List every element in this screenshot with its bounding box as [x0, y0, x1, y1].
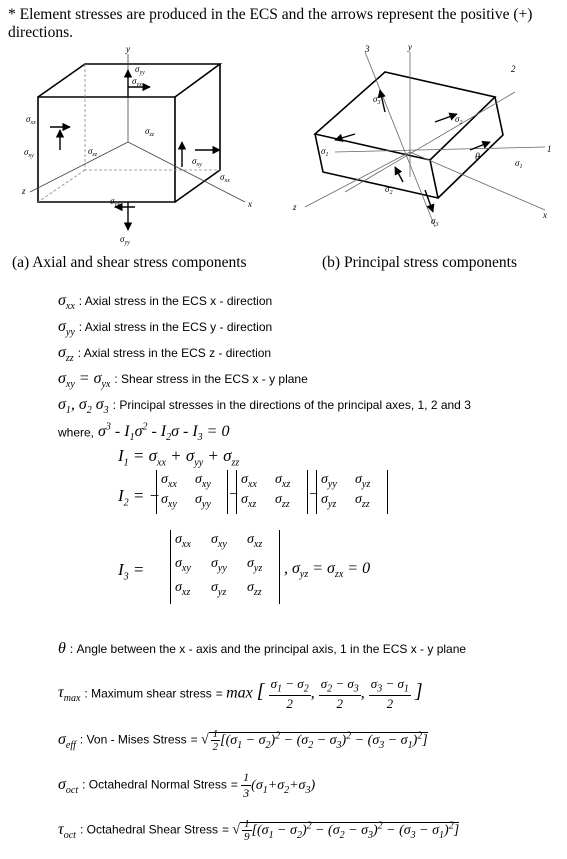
def-oct-shear-row: $\tau_{oct}$ : Octahedral Shear Stress = √ $\frac{1}{9}$ $[(\sigma_1 - \sigma_2)^2 - (\sigma_2 - \sigma_3)^2 - (\sigma_3 - \sigma_1)^2]$: [58, 818, 460, 843]
axis-2-label: 2: [511, 64, 516, 74]
axis-x-label-b: x: [543, 210, 547, 220]
svg-text:σ1: $\sigma_1$: [515, 158, 523, 170]
svg-text:σ3: $\sigma_3$: [373, 94, 381, 106]
svg-text:σzz: $\sigma_{zz}$: [145, 126, 155, 138]
def-tmax-row: $\tau_{max}$ : Maximum shear stress = max [ $\frac{\sigma_1 - \sigma_2}{2}$ , $\frac{\sigma_2 - \sigma_3}{2}$ , $\frac{\sigma_3 - \sigma_1}{2}$ ]: [58, 676, 423, 711]
def-sxy-row: $\sigma_{xy} = \sigma_{yx}$ : Shear stress in the ECS x - y plane: [58, 370, 308, 391]
I2-matrix-2: $\sigma_{xx}$ $\sigma_{xz}$ $\sigma_{xz}$ $\sigma_{zz}$: [236, 470, 308, 514]
def-syy: Axial stress in the ECS y - direction: [84, 320, 273, 334]
axis-z-label: z: [22, 186, 26, 196]
I3-label: $I_3$ =: [118, 560, 145, 583]
svg-text:σzz: $\sigma_{zz}$: [88, 146, 98, 158]
where-row: where, $\sigma^3 - I_1\sigma^2 - I_2\sigma - I_3 = 0$: [58, 422, 230, 444]
axis-z-label-b: z: [293, 202, 297, 212]
svg-text:σ2: $\sigma_2$: [455, 114, 463, 126]
where-label: where,: [58, 425, 95, 440]
def-oct-normal-row: $\sigma_{oct}$ : Octahedral Normal Stress = $\frac{1}{3}$ $(\sigma_1+\sigma_2+\sigma_3)$: [58, 770, 316, 800]
def-sxy: Shear stress in the ECS x - y plane: [121, 372, 308, 386]
svg-text:σ3: $\sigma_3$: [431, 216, 439, 228]
I2-label: $I_2$ = −: [118, 486, 161, 509]
def-theta: Angle between the x - axis and the principal axis, 1 in the ECS x - y plane: [76, 642, 467, 656]
svg-text:σxx: $\sigma_{xx}$: [220, 172, 230, 184]
theta-label: θ: [475, 152, 480, 163]
svg-text:σyy: $\sigma_{yy}$: [120, 234, 130, 246]
axis-y-label: y: [126, 44, 130, 54]
def-veff-row: $\sigma_{eff}$ : Von - Mises Stress = √ $\frac{1}{2}$ $[(\sigma_1 - \sigma_2)^2 - (\sigma_2 - \sigma_3)^2 - (\sigma_3 - \sigma_1)^2]$: [58, 728, 428, 753]
note-text: * Element stresses are produced in the ECS and the arrows represent the positive (+) directions.: [8, 6, 533, 41]
def-szz-row: $\sigma_{zz}$ : Axial stress in the ECS z - direction: [58, 344, 272, 365]
svg-text:σxy: $\sigma_{xy}$: [192, 156, 202, 168]
def-sxx: Axial stress in the ECS x - direction: [84, 294, 273, 308]
I2-matrix-1: $\sigma_{xx}$ $\sigma_{xy}$ $\sigma_{xy}$ $\sigma_{yy}$: [156, 470, 228, 514]
I1-equation: $I_1 = \sigma_{xx} + \sigma_{yy} + \sigma_{zz}$: [118, 446, 240, 469]
zero-value: 0: [362, 560, 371, 577]
figure-b-caption: (b) Principal stress components: [322, 254, 518, 271]
axis-1-label: 1: [547, 144, 552, 154]
shear-zero-eq: , $\sigma_{yz} = \sigma_{zx} = 0$: [284, 560, 371, 581]
def-oct-normal: Octahedral Normal Stress: [88, 777, 227, 792]
max-label: max: [226, 684, 253, 702]
def-tmax: Maximum shear stress: [91, 686, 212, 701]
def-sxx-row: $\sigma_{xx}$ : Axial stress in the ECS x - direction: [58, 292, 273, 313]
def-oct-shear: Octahedral Shear Stress: [86, 822, 219, 837]
axis-3-label: 3: [365, 44, 370, 54]
svg-text:σ2: $\sigma_2$: [385, 184, 393, 196]
svg-text:σxy: $\sigma_{xy}$: [24, 147, 34, 159]
def-syy-row: $\sigma_{yy}$ : Axial stress in the ECS y - direction: [58, 318, 273, 339]
def-theta-row: θ : Angle between the x - axis and the principal axis, 1 in the ECS x - y plane: [58, 640, 467, 657]
def-veff: Von - Mises Stress: [86, 732, 187, 747]
figure-a-diagram: [20, 42, 280, 257]
svg-text:σxx: $\sigma_{xx}$: [26, 114, 36, 126]
svg-text:σ1: $\sigma_1$: [321, 146, 329, 158]
I3-matrix: $\sigma_{xx}$ $\sigma_{xy}$ $\sigma_{xz}$ $\sigma_{xy}$ $\sigma_{yy}$ $\sigma_{yz}$ $\sigma_{xz}$ $\sigma_{yz}$ $\sigma_{zz}$: [170, 530, 280, 604]
I2-matrix-3: $\sigma_{yy}$ $\sigma_{yz}$ $\sigma_{yz}$ $\sigma_{zz}$: [316, 470, 388, 514]
axis-x-label: x: [248, 199, 252, 209]
svg-text:σyx: $\sigma_{yx}$: [132, 76, 142, 88]
def-principal-row: $\sigma_1$, $\sigma_2$ $\sigma_3$ : Principal stresses in the directions of the principal axes, 1, 2 and 3: [58, 396, 471, 417]
svg-text:σyy: $\sigma_{yy}$: [135, 64, 145, 76]
def-principal: Principal stresses in the directions of the principal axes, 1, 2 and 3: [119, 398, 471, 412]
figure-a-caption: (a) Axial and shear stress components: [12, 254, 247, 271]
def-szz: Axial stress in the ECS z - direction: [83, 346, 272, 360]
axis-y-label-b: y: [408, 42, 412, 52]
svg-text:σyx: $\sigma_{yx}$: [110, 196, 120, 208]
figure-b-diagram: [285, 42, 557, 257]
